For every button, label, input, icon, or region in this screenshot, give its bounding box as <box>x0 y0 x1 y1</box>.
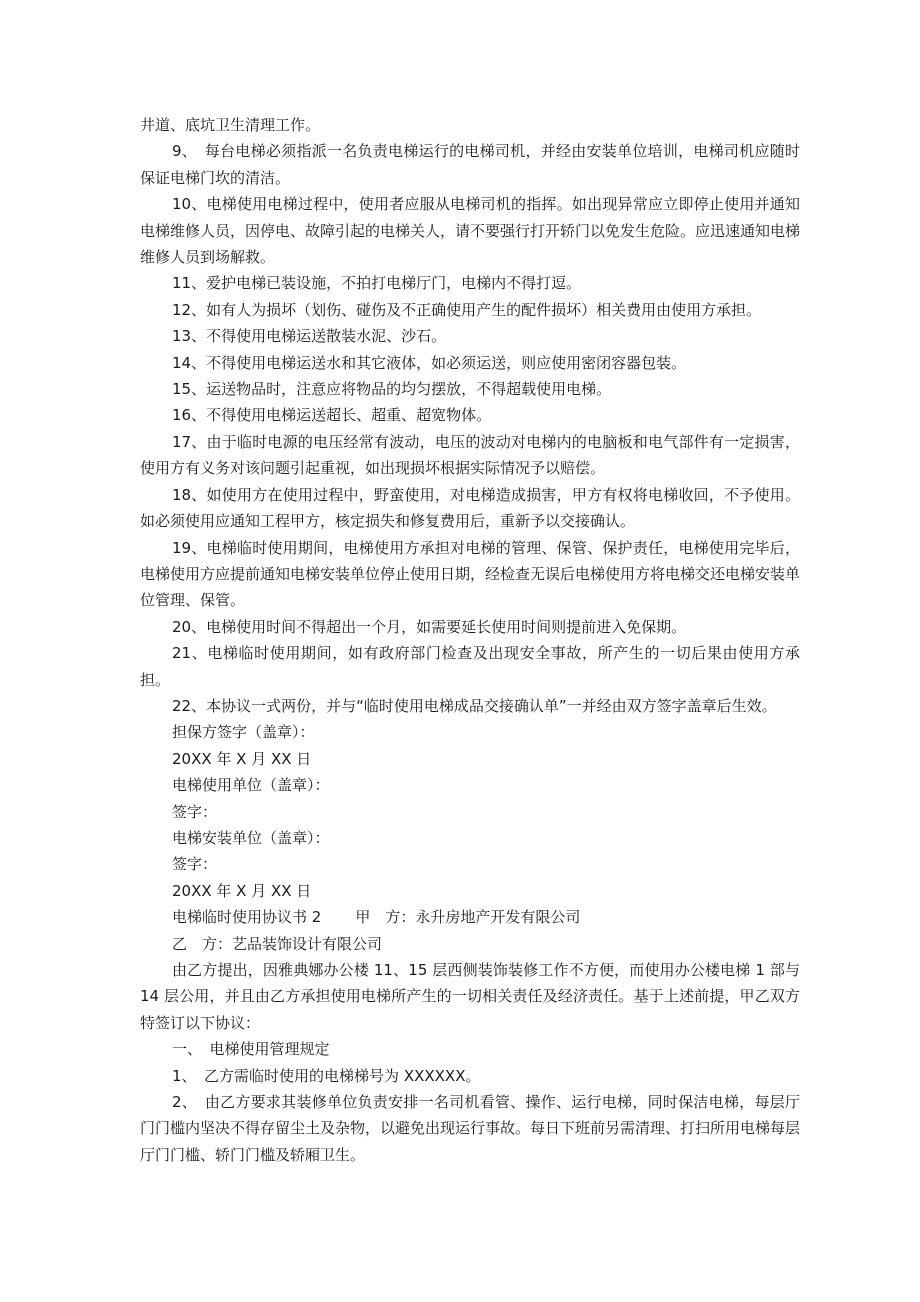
clause-16: 16、不得使用电梯运送超长、超重、超宽物体。 <box>172 406 492 425</box>
clause-18: 18、如使用方在使用过程中，野蛮使用，对电梯造成损害，甲方有权将电梯收回，不予使用。如必须使用应通知工程甲方，核定损失和修复费用后，重新予以交接确认。 <box>140 485 800 531</box>
clause-22: 22、本协议一式两份，并与“临时使用电梯成品交接确认单”一并经由双方签字盖章后生效。 <box>172 696 777 715</box>
date-line-2: 20XX 年 X 月 XX 日 <box>172 881 312 900</box>
signature-label-1: 签字： <box>172 802 218 821</box>
clause-11: 11、爱护电梯已装设施，不拍打电梯厅门，电梯内不得打逗。 <box>172 274 582 293</box>
clause-12: 12、如有人为损坏（划伤、碰伤及不正确使用产生的配件损坏）相关费用由使用方承担。 <box>172 300 762 319</box>
clause-13: 13、不得使用电梯运送散装水泥、沙石。 <box>172 327 447 346</box>
guarantor-signature-label: 担保方签字（盖章）： <box>172 723 315 742</box>
party-a: 甲 方：永升房地产开发有限公司 <box>355 908 581 927</box>
party-b: 乙 方：艺品装饰设计有限公司 <box>172 934 383 953</box>
clause-21: 21、电梯临时使用期间，如有政府部门检查及出现安全事故，所产生的一切后果由使用方承担。 <box>140 644 800 689</box>
agreement-2-title: 电梯临时使用协议书 2 <box>172 908 322 927</box>
agreement-2-item-1: 1、 乙方需临时使用的电梯梯号为 XXXXXX。 <box>172 1066 481 1085</box>
document-body <box>140 112 800 1168</box>
clause-9: 9、 每台电梯必须指派一名负责电梯运行的电梯司机，并经由安装单位培训，电梯司机应随时保证电梯门坎的清洁。 <box>140 142 800 187</box>
clause-20: 20、电梯使用时间不得超出一个月，如需要延长使用时间则提前进入免保期。 <box>172 617 687 636</box>
section-1-heading: 一、 电梯使用管理规定 <box>172 1040 330 1059</box>
installer-unit-label: 电梯安装单位（盖章）： <box>172 828 330 847</box>
clause-15: 15、运送物品时，注意应将物品的均匀摆放，不得超载使用电梯。 <box>172 380 612 399</box>
clause-10: 10、电梯使用电梯过程中，使用者应服从电梯司机的指挥。如出现异常应立即停止使用并通知电梯维修人员，因停电、故障引起的电梯关人，请不要强行打开轿门以免发生危险。应迅速通知电梯维修人员到场解救。 <box>140 195 801 267</box>
signature-label-2: 签字： <box>172 855 218 874</box>
agreement-2-header <box>140 904 800 930</box>
clause-14: 14、不得使用电梯运送水和其它液体，如必须运送，则应使用密闭容器包装。 <box>172 353 687 372</box>
clause-17: 17、由于临时电源的电压经常有波动，电压的波动对电梯内的电脑板和电气部件有一定损害，使用方有义务对该问题引起重视，如出现损坏根据实际情况予以赔偿。 <box>140 432 800 478</box>
date-line-1: 20XX 年 X 月 XX 日 <box>172 749 312 768</box>
agreement-2-intro: 由乙方提出，因雅典娜办公楼 11、15 层西侧装饰装修工作不方便，而使用办公楼电梯 1 部与 14 层公用，并且由乙方承担使用电梯所产生的一切相关责任及经济责任。基于上述前提，甲乙双方特签订以下协议： <box>140 961 800 1032</box>
user-unit-label: 电梯使用单位（盖章）： <box>172 776 330 795</box>
clause-19: 19、电梯临时使用期间，电梯使用方承担对电梯的管理、保管、保护责任，电梯使用完毕后，电梯使用方应提前通知电梯安装单位停止使用日期，经检查无误后电梯使用方将电梯交还电梯安装单位管理、保管。 <box>140 538 801 610</box>
agreement-2-item-2: 2、 由乙方要求其装修单位负责安排一名司机看管、操作、运行电梯，同时保洁电梯，每层厅门门槛内坚决不得存留尘土及杂物，以避免出现运行事故。每日下班前另需清理、打扫所用电梯每层厅门门槛、轿门门槛及轿厢卫生。 <box>140 1093 801 1164</box>
paragraph-continuation: 井道、底坑卫生清理工作。 <box>140 116 321 134</box>
